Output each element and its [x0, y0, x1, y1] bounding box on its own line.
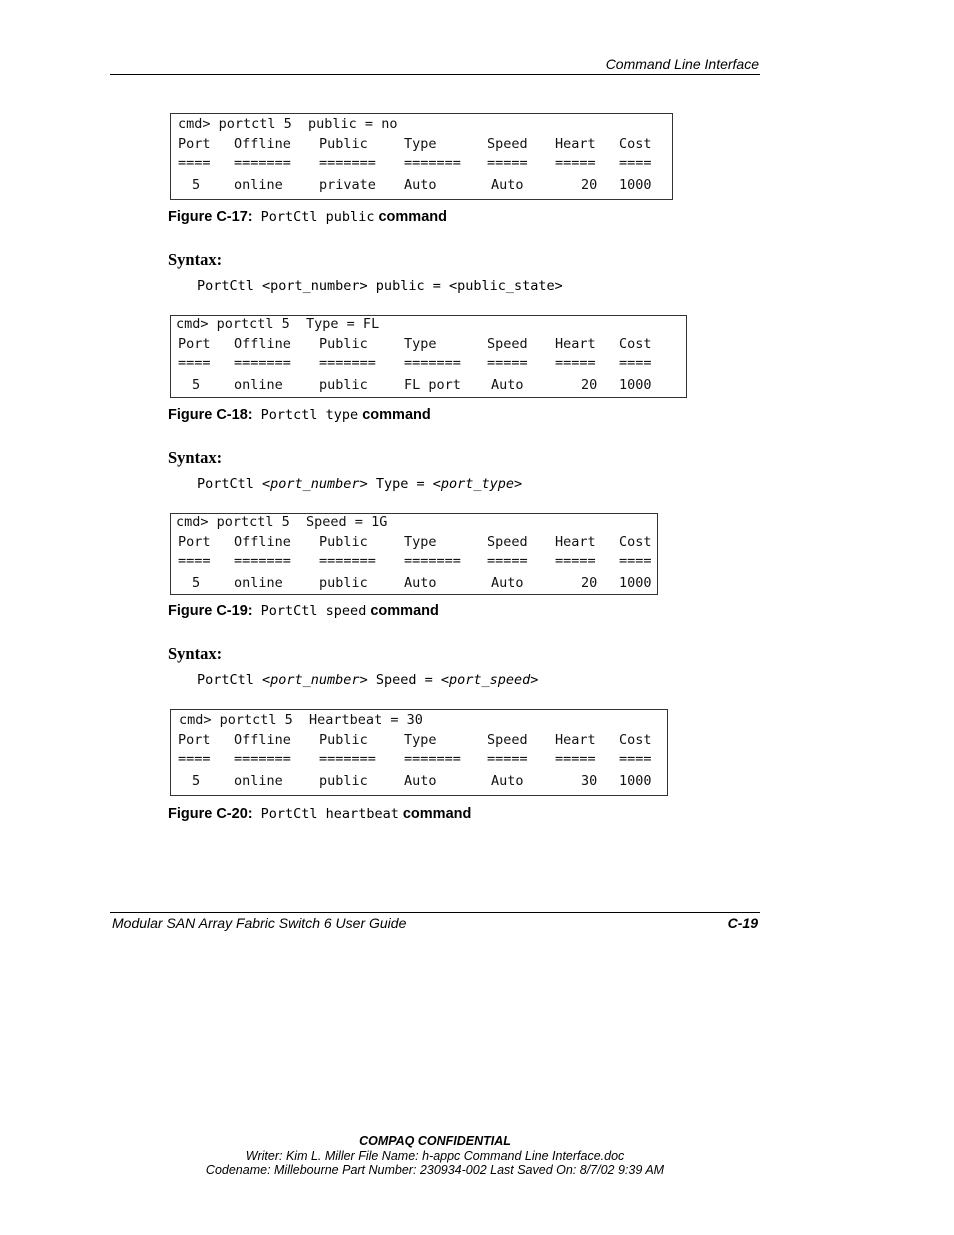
table-cell: 5	[192, 773, 201, 789]
column-header: Heart	[555, 336, 596, 352]
table-cell: online	[234, 177, 283, 193]
footer-rule	[110, 912, 760, 913]
column-separator: =====	[487, 155, 528, 171]
syntax-line: PortCtl <port_number> Speed = <port_speed>	[197, 672, 539, 688]
column-header: Port	[178, 534, 211, 550]
table-cell: Auto	[404, 177, 437, 193]
figure-caption	[168, 603, 439, 619]
column-header: Cost	[619, 336, 652, 352]
column-separator: =====	[555, 751, 596, 767]
column-header: Type	[404, 732, 437, 748]
figure-command-word: command	[362, 407, 431, 423]
column-separator: =======	[404, 751, 461, 767]
column-separator: =====	[555, 155, 596, 171]
column-separator: =====	[555, 553, 596, 569]
table-cell: online	[234, 377, 283, 393]
column-header: Heart	[555, 534, 596, 550]
terminal-output-figure-c18	[170, 315, 687, 398]
figure-command-word: command	[370, 603, 439, 619]
syntax-line: PortCtl <port_number> Type = <port_type>	[197, 476, 523, 492]
column-separator: =====	[487, 751, 528, 767]
column-separator: =====	[487, 355, 528, 371]
column-header: Port	[178, 732, 211, 748]
guide-title: Modular SAN Array Fabric Switch 6 User Guide	[112, 915, 407, 931]
table-cell: private	[319, 177, 376, 193]
figure-number: Figure C-20:	[168, 806, 253, 822]
page-number: C-19	[727, 915, 758, 931]
table-cell: public	[319, 773, 368, 789]
column-separator: =======	[404, 155, 461, 171]
column-header: Heart	[555, 136, 596, 152]
confidential-codename-line: Codename: Millebourne Part Number: 230934-002 Last Saved On: 8/7/02 9:39 AM	[205, 1163, 665, 1177]
column-separator: ====	[178, 355, 211, 371]
table-cell: Auto	[491, 575, 524, 591]
column-separator: =====	[555, 355, 596, 371]
table-cell: 30	[581, 773, 598, 789]
table-cell: 5	[192, 377, 201, 393]
column-header: Public	[319, 534, 368, 550]
column-separator: =======	[404, 355, 461, 371]
column-separator: =======	[234, 553, 291, 569]
syntax-heading: Syntax:	[168, 448, 223, 467]
column-separator: =====	[487, 553, 528, 569]
terminal-output-figure-c19	[170, 513, 658, 595]
terminal-output-figure-c17	[170, 113, 673, 200]
column-separator: ====	[619, 553, 652, 569]
running-header: Command Line Interface	[605, 56, 759, 72]
column-separator: =======	[319, 751, 376, 767]
column-separator: =======	[234, 155, 291, 171]
syntax-arg-port-type: port_type	[440, 476, 514, 492]
command-line: cmd> portctl 5 Speed = 1G	[176, 514, 388, 530]
column-separator: =======	[234, 355, 291, 371]
table-cell: 1000	[619, 377, 652, 393]
column-header: Cost	[619, 136, 652, 152]
column-header: Speed	[487, 732, 528, 748]
column-separator: =======	[319, 355, 376, 371]
column-separator: ====	[619, 155, 652, 171]
column-header: Type	[404, 136, 437, 152]
figure-number: Figure C-17:	[168, 209, 253, 225]
column-header: Offline	[234, 534, 291, 550]
column-header: Offline	[234, 336, 291, 352]
command-line: cmd> portctl 5 Type = FL	[176, 316, 380, 332]
table-cell: 1000	[619, 773, 652, 789]
table-cell: public	[319, 575, 368, 591]
command-line: cmd> portctl 5 public = no	[178, 116, 398, 132]
column-separator: ====	[178, 553, 211, 569]
figure-caption	[168, 407, 431, 423]
column-header: Speed	[487, 136, 528, 152]
column-separator: ====	[619, 751, 652, 767]
table-cell: 20	[581, 377, 598, 393]
column-header: Offline	[234, 136, 291, 152]
table-cell: 20	[581, 177, 598, 193]
syntax-heading: Syntax:	[168, 644, 223, 663]
column-header: Public	[319, 136, 368, 152]
column-header: Heart	[555, 732, 596, 748]
table-cell: 20	[581, 575, 598, 591]
confidential-writer-line: Writer: Kim L. Miller File Name: h-appc Command Line Interface.doc	[245, 1149, 625, 1163]
figure-command-word: command	[378, 209, 447, 225]
table-cell: 5	[192, 575, 201, 591]
confidential-label: COMPAQ CONFIDENTIAL	[359, 1134, 511, 1148]
column-separator: ====	[619, 355, 652, 371]
column-header: Cost	[619, 534, 652, 550]
figure-caption	[168, 806, 471, 822]
syntax-line: PortCtl <port_number> public = <public_state>	[197, 278, 563, 294]
table-cell: public	[319, 377, 368, 393]
table-cell: Auto	[491, 773, 524, 789]
column-separator: =======	[234, 751, 291, 767]
column-header: Type	[404, 534, 437, 550]
figure-command-code: PortCtl heartbeat	[260, 806, 399, 822]
table-cell: 1000	[619, 575, 652, 591]
figure-number: Figure C-18:	[168, 407, 253, 423]
table-cell: 5	[192, 177, 201, 193]
syntax-arg-port-speed: port_speed	[448, 672, 531, 688]
column-separator: =======	[319, 553, 376, 569]
figure-command-code: PortCtl speed	[260, 603, 367, 619]
column-separator: =======	[404, 553, 461, 569]
figure-command-word: command	[402, 806, 472, 822]
syntax-arg-port-number: port_number	[270, 672, 360, 688]
column-header: Cost	[619, 732, 652, 748]
figure-command-code: PortCtl public	[260, 209, 375, 225]
command-line: cmd> portctl 5 Heartbeat = 30	[179, 712, 423, 728]
table-cell: Auto	[404, 773, 437, 789]
column-header: Speed	[487, 336, 528, 352]
figure-command-code: Portctl type	[260, 407, 359, 423]
column-header: Type	[404, 336, 437, 352]
table-cell: Auto	[491, 377, 524, 393]
column-header: Public	[319, 336, 368, 352]
column-separator: =======	[319, 155, 376, 171]
column-header: Speed	[487, 534, 528, 550]
syntax-arg-port-number: port_number	[270, 476, 360, 492]
column-header: Public	[319, 732, 368, 748]
column-header: Offline	[234, 732, 291, 748]
table-cell: Auto	[404, 575, 437, 591]
syntax-heading: Syntax:	[168, 250, 223, 269]
header-rule	[110, 74, 760, 75]
column-header: Port	[178, 136, 211, 152]
column-separator: ====	[178, 155, 211, 171]
table-cell: 1000	[619, 177, 652, 193]
table-cell: online	[234, 773, 283, 789]
table-cell: Auto	[491, 177, 524, 193]
terminal-output-figure-c20	[170, 709, 668, 796]
column-separator: ====	[178, 751, 211, 767]
table-cell: FL port	[404, 377, 461, 393]
table-cell: online	[234, 575, 283, 591]
figure-number: Figure C-19:	[168, 603, 253, 619]
figure-caption	[168, 209, 447, 225]
column-header: Port	[178, 336, 211, 352]
